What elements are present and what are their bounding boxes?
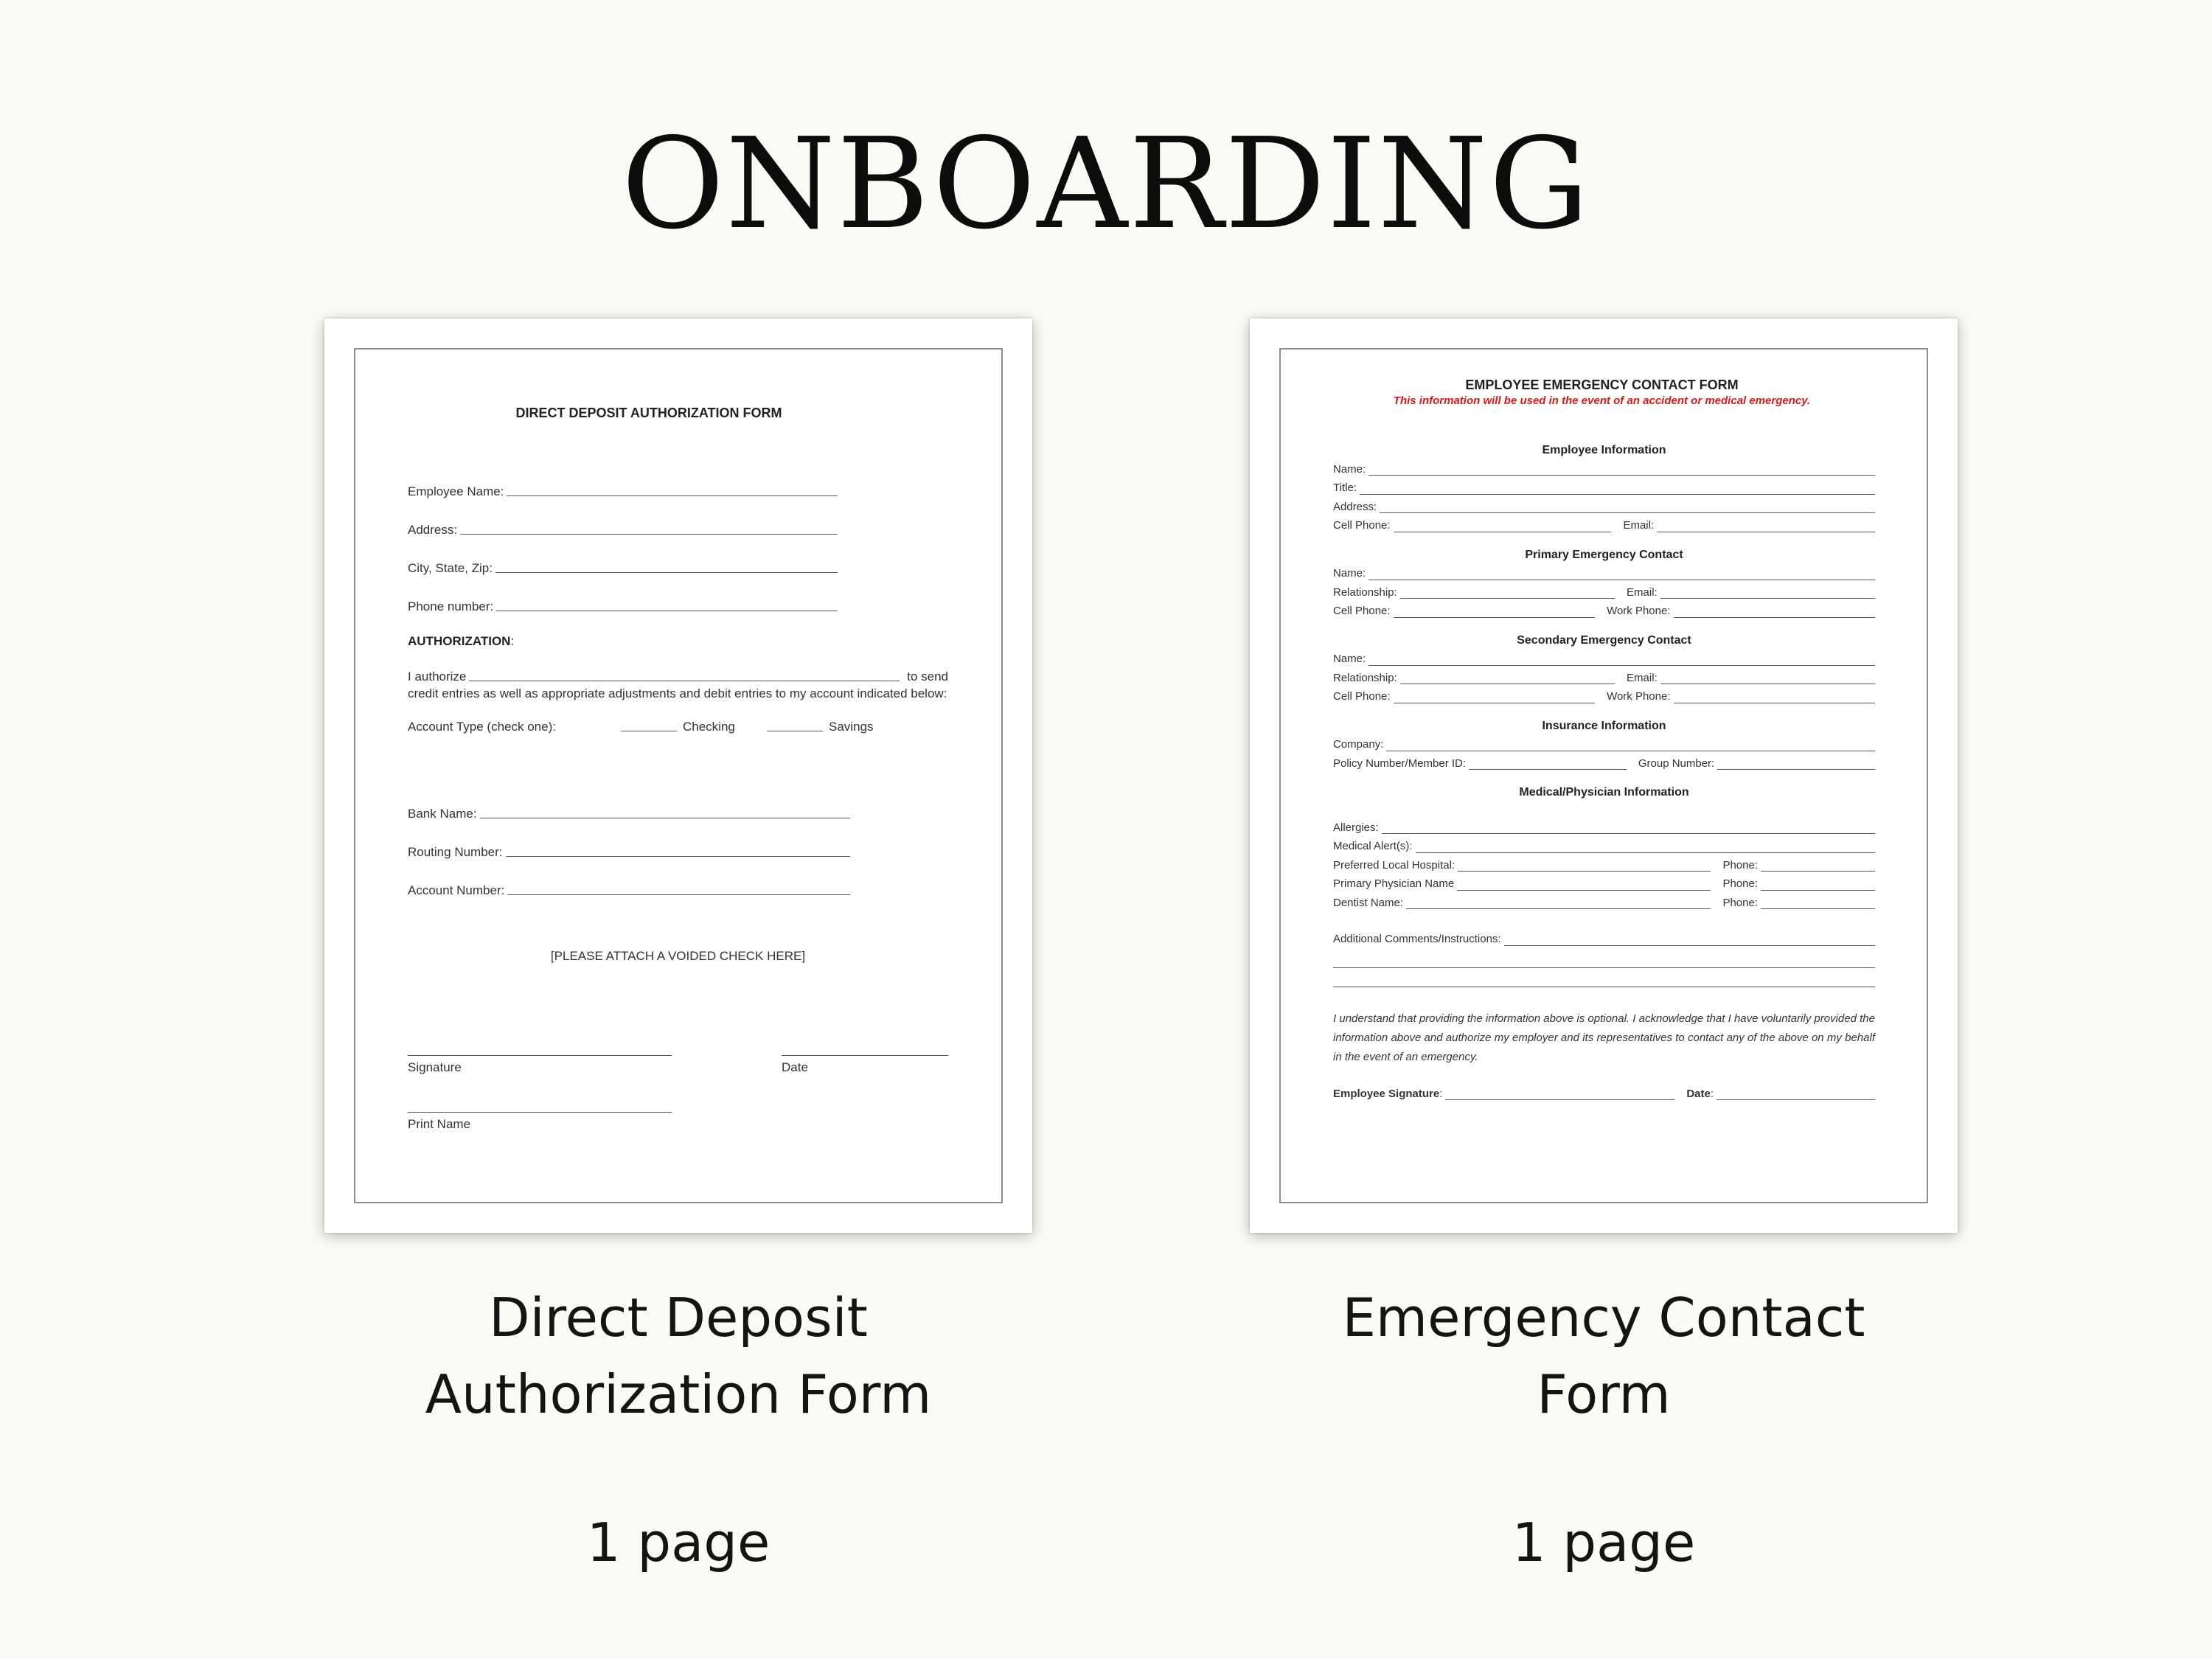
field-line bbox=[1386, 750, 1875, 751]
field-label: Title: bbox=[1333, 481, 1357, 494]
bank-fields bbox=[408, 783, 850, 898]
phone-number-field bbox=[408, 576, 838, 614]
form-title-text: EMPLOYEE EMERGENCY CONTACT FORM bbox=[1465, 378, 1739, 392]
signature-label: Employee Signature bbox=[1333, 1087, 1440, 1100]
account-type-row bbox=[408, 720, 948, 734]
field-label: Name: bbox=[1333, 653, 1366, 665]
field-line bbox=[1406, 908, 1711, 909]
physician-row bbox=[1333, 874, 1875, 894]
employee-address-field bbox=[1333, 498, 1875, 517]
field-label: Email: bbox=[1627, 585, 1658, 599]
field-line bbox=[1416, 852, 1875, 853]
field-label: Work Phone: bbox=[1607, 605, 1671, 617]
primary-relationship-email-row bbox=[1333, 583, 1875, 602]
emergency-contact-form-preview bbox=[1250, 319, 1958, 1233]
field-label: Phone: bbox=[1722, 896, 1758, 909]
field-label: Bank Name: bbox=[408, 807, 477, 821]
form-subtitle: This information will be used in the event of an accident or medical emergency. bbox=[1393, 394, 1811, 407]
field-line bbox=[460, 533, 838, 535]
print-name-label: Print Name bbox=[408, 1117, 471, 1131]
caption-line: Form bbox=[1537, 1363, 1671, 1425]
field-line bbox=[496, 610, 838, 611]
field-line bbox=[1504, 945, 1875, 946]
field-line bbox=[1761, 870, 1875, 872]
allergies-field bbox=[1333, 818, 1875, 838]
policy-group-row bbox=[1333, 754, 1875, 773]
field-line bbox=[1657, 531, 1875, 532]
form-title bbox=[380, 406, 918, 421]
field-line bbox=[1674, 702, 1876, 703]
authorization-section bbox=[408, 634, 948, 734]
field-line bbox=[1394, 616, 1596, 618]
secondary-phone-row bbox=[1333, 687, 1875, 706]
authorize-suffix: to send bbox=[907, 669, 948, 684]
field-label: Phone: bbox=[1722, 877, 1758, 890]
field-label: Name: bbox=[1333, 462, 1366, 476]
authorization-heading bbox=[408, 634, 948, 649]
page-count: 1 page bbox=[586, 1512, 771, 1573]
field-label: Phone: bbox=[1722, 858, 1758, 872]
caption-line: Direct Deposit bbox=[489, 1287, 868, 1349]
comments-field bbox=[1333, 930, 1875, 949]
employee-name-field bbox=[408, 461, 838, 499]
medical-alerts-field bbox=[1333, 837, 1875, 856]
field-label: Cell Phone: bbox=[1333, 605, 1391, 617]
caption-line: Authorization Form bbox=[425, 1363, 932, 1425]
insurance-info-heading: Insurance Information bbox=[1542, 719, 1666, 732]
authorize-blank bbox=[469, 680, 900, 681]
field-line bbox=[1360, 493, 1875, 495]
direct-deposit-caption bbox=[310, 1279, 1047, 1433]
savings-blank bbox=[767, 730, 823, 731]
field-label: Email: bbox=[1623, 519, 1655, 532]
field-label: Cell Phone: bbox=[1333, 519, 1391, 532]
hospital-row bbox=[1333, 856, 1875, 875]
field-line bbox=[495, 571, 838, 573]
signature-label: Signature bbox=[408, 1060, 462, 1074]
emergency-form-body bbox=[1333, 441, 1875, 1103]
secondary-relationship-email-row bbox=[1333, 669, 1875, 688]
field-line bbox=[506, 855, 850, 857]
field-label: Cell Phone: bbox=[1333, 690, 1391, 703]
field-label: Address: bbox=[408, 523, 458, 537]
field-label: Group Number: bbox=[1638, 757, 1715, 770]
comments-line bbox=[1333, 986, 1875, 987]
field-label: Account Number: bbox=[408, 883, 505, 897]
field-label: Policy Number/Member ID: bbox=[1333, 757, 1467, 770]
checking-label: Checking bbox=[683, 720, 735, 734]
field-label: Primary Physician Name bbox=[1333, 877, 1455, 890]
page-count: 1 page bbox=[1512, 1512, 1696, 1573]
field-line bbox=[1380, 512, 1875, 513]
field-line bbox=[1457, 889, 1711, 891]
authorize-prefix: I authorize bbox=[408, 669, 467, 684]
field-line bbox=[1368, 664, 1875, 666]
field-label: Medical Alert(s): bbox=[1333, 840, 1413, 852]
field-line bbox=[507, 495, 838, 496]
checking-blank bbox=[621, 730, 677, 731]
field-label: Relationship: bbox=[1333, 585, 1397, 599]
field-line bbox=[1400, 597, 1615, 599]
comments-line bbox=[1333, 967, 1875, 968]
field-label: Routing Number: bbox=[408, 845, 503, 859]
field-line bbox=[507, 894, 850, 895]
field-line bbox=[1761, 889, 1875, 891]
employee-title-field bbox=[1333, 479, 1875, 498]
secondary-contact-heading: Secondary Emergency Contact bbox=[1517, 633, 1691, 647]
field-label: Preferred Local Hospital: bbox=[1333, 858, 1455, 872]
secondary-name-field bbox=[1333, 650, 1875, 669]
company-field bbox=[1333, 735, 1875, 754]
account-number-field bbox=[408, 860, 850, 898]
city-state-zip-field bbox=[408, 538, 838, 576]
authorize-line bbox=[408, 669, 948, 684]
primary-phone-row bbox=[1333, 602, 1875, 621]
dentist-row bbox=[1333, 894, 1875, 913]
savings-label: Savings bbox=[829, 720, 874, 734]
authorization-colon: : bbox=[510, 634, 515, 648]
print-name-line bbox=[408, 1111, 672, 1113]
primary-name-field bbox=[1333, 564, 1875, 583]
field-line bbox=[1717, 768, 1875, 770]
page-heading: ONBOARDING bbox=[621, 111, 1591, 257]
authorization-heading-text: AUTHORIZATION bbox=[408, 634, 511, 648]
field-line bbox=[1674, 616, 1876, 618]
field-label: City, State, Zip: bbox=[408, 561, 493, 575]
emergency-contact-caption bbox=[1235, 1279, 1972, 1433]
field-line bbox=[1368, 579, 1875, 580]
signature-line bbox=[1445, 1099, 1674, 1100]
date-colon: : bbox=[1710, 1087, 1714, 1100]
field-line bbox=[1660, 597, 1875, 599]
field-line bbox=[480, 817, 850, 818]
primary-contact-heading: Primary Emergency Contact bbox=[1525, 548, 1683, 561]
field-label: Email: bbox=[1627, 671, 1658, 684]
date-line bbox=[782, 1054, 948, 1056]
field-line bbox=[1469, 768, 1627, 770]
voided-check-note: [PLEASE ATTACH A VOIDED CHECK HERE] bbox=[550, 949, 806, 963]
form-title-text: DIRECT DEPOSIT AUTHORIZATION FORM bbox=[515, 406, 782, 420]
field-label: Name: bbox=[1333, 567, 1366, 580]
signature-line bbox=[408, 1054, 672, 1056]
routing-number-field bbox=[408, 821, 850, 860]
personal-fields bbox=[408, 461, 838, 614]
field-label: Relationship: bbox=[1333, 671, 1397, 684]
employee-name-field bbox=[1333, 460, 1875, 479]
consent-statement: I understand that providing the information above is optional. I acknowledge that I have voluntarily provided the information above and authorize my employer and its representatives to contact any of the above on my behalf in the event of an emergency. bbox=[1333, 1012, 1875, 1063]
employee-info-heading: Employee Information bbox=[1542, 444, 1666, 456]
authorize-body: credit entries as well as appropriate adjustments and debit entries to my account indicated below: bbox=[408, 686, 947, 700]
field-line bbox=[1400, 683, 1615, 684]
field-line bbox=[1394, 702, 1596, 703]
field-line bbox=[1394, 531, 1612, 532]
date-label: Date bbox=[782, 1060, 808, 1074]
field-line bbox=[1382, 832, 1875, 834]
account-type-label: Account Type (check one): bbox=[408, 720, 556, 734]
field-label: Work Phone: bbox=[1607, 690, 1671, 703]
field-label: Company: bbox=[1333, 738, 1384, 751]
field-label: Allergies: bbox=[1333, 821, 1379, 834]
field-label: Dentist Name: bbox=[1333, 896, 1404, 909]
caption-line: Emergency Contact bbox=[1342, 1287, 1865, 1349]
field-label: Employee Name: bbox=[408, 484, 504, 498]
field-label: Additional Comments/Instructions: bbox=[1333, 933, 1501, 945]
employee-phone-email-row bbox=[1333, 516, 1875, 535]
employee-signature-row bbox=[1333, 1085, 1875, 1104]
field-line bbox=[1660, 683, 1875, 684]
field-line bbox=[1458, 870, 1711, 872]
form-header bbox=[1331, 378, 1873, 407]
bank-name-field bbox=[408, 783, 850, 821]
signature-colon: : bbox=[1439, 1087, 1443, 1100]
address-field bbox=[408, 499, 838, 538]
medical-info-heading: Medical/Physician Information bbox=[1519, 786, 1689, 799]
field-line bbox=[1368, 474, 1875, 476]
date-line bbox=[1717, 1099, 1875, 1100]
field-line bbox=[1761, 908, 1875, 909]
direct-deposit-form-preview bbox=[324, 319, 1032, 1233]
date-label: Date bbox=[1686, 1087, 1711, 1100]
field-label: Phone number: bbox=[408, 599, 494, 613]
field-label: Address: bbox=[1333, 500, 1377, 513]
